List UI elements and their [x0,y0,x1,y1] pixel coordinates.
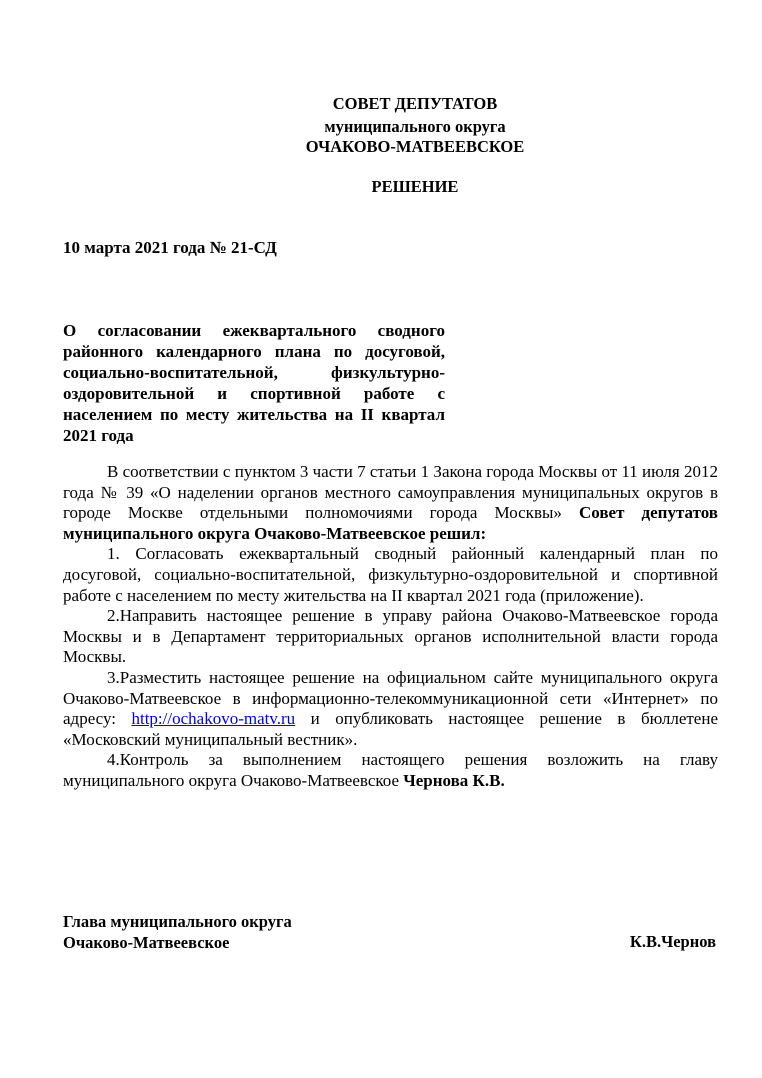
website-link[interactable]: http://ochakovo-matv.ru [131,709,296,729]
council-subtitle: муниципального округа [324,117,506,136]
council-title: СОВЕТ ДЕПУТАТОВ [332,94,498,113]
signatory-title [63,911,292,953]
decision-date-number: 10 марта 2021 года № 21-СД [63,238,277,257]
item-3 [63,668,718,750]
preamble-text: В соответствии с пунктом 3 части 7 статьи 1 Закона города Москвы от 11 июля 2012 года № 39 «О наделении органов местного самоуправления муниципальных округов в городе Москве отдельными полномочиями города Москвы» [63,462,718,523]
preamble-colon: : [480,523,487,543]
document-type: РЕШЕНИЕ [371,177,459,196]
preamble-bold: Совет депутатов муниципального округа Очаково-Матвеевское решил [63,503,718,543]
decision-body [63,462,718,792]
item-3-text-b: и опубликовать настоящее решение в бюллетене «Московский муниципальный вестник». [63,709,718,749]
item-3-text-a: 3.Разместить настоящее решение на официальном сайте муниципального округа Очаково-Матвеевское в информационно-телекоммуникационной сети «Интернет» по адресу: [63,667,718,729]
item-4-text: 4.Контроль за выполнением настоящего решения возложить на главу муниципального округа Очаково-Матвеевское [63,750,718,790]
preamble-paragraph [63,462,718,544]
item-4 [63,750,718,791]
district-name: ОЧАКОВО-МАТВЕЕВСКОЕ [305,137,525,156]
item-2: 2.Направить настоящее решение в управу района Очаково-Матвеевское города Москвы и в Департамент территориальных органов исполнительной власти города Москвы. [63,606,718,667]
item-4-name: Чернова К.В. [403,770,505,790]
signatory-title-line-2: Очаково-Матвеевское [63,933,230,952]
item-1: 1. Согласовать ежеквартальный сводный районный календарный план по досуговой, социально-воспитательной, физкультурно-оздоровительной и спортивной работе с населением по месту жительства на II квартал 2021 года (приложение). [63,544,718,605]
signatory-title-line-1: Глава муниципального округа [63,912,292,931]
decision-subject: О согласовании ежеквартального сводного районного календарного плана по досуговой, социально-воспитательной, физкультурно-оздоровительной и спортивной работе с населением по месту жительства на II квартал 2021 года [63,321,445,445]
signatory-name: К.В.Чернов [629,932,716,951]
